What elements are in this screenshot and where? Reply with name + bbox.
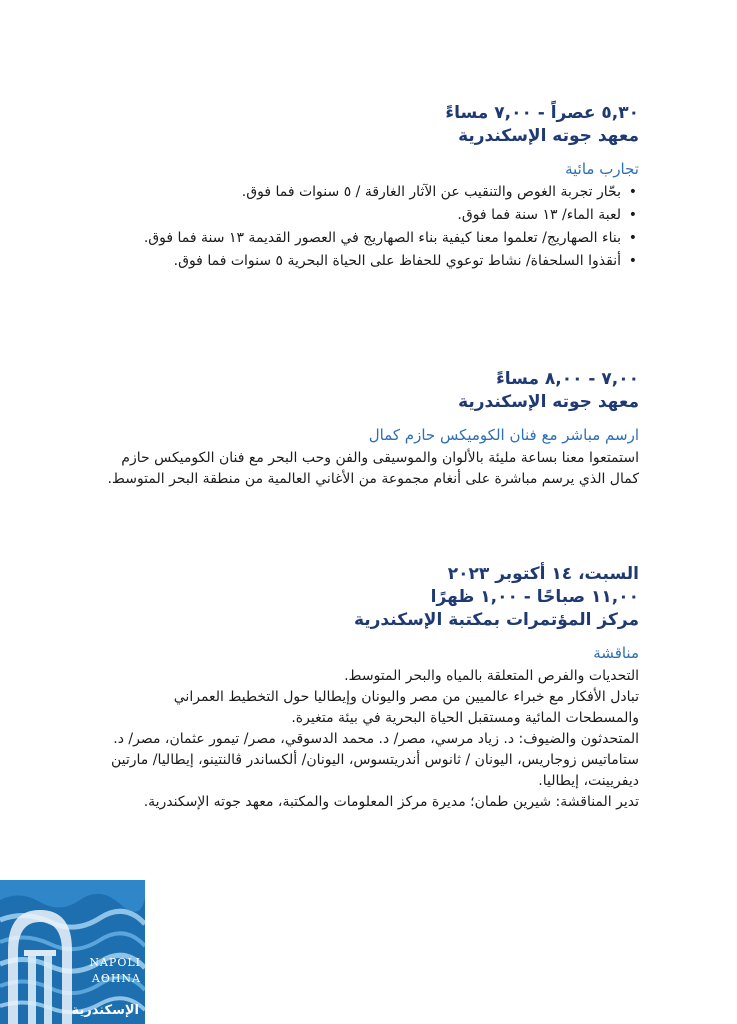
session-venue: معهد جوته الإسكندرية	[458, 126, 639, 146]
activity-list	[99, 182, 639, 272]
session-venue: مركز المؤتمرات بمكتبة الإسكندرية	[353, 610, 639, 630]
festival-logo	[0, 880, 145, 1024]
logo-text-alexandria: الإسكندرية	[71, 1003, 139, 1018]
session-subtitle: تجارب مائية	[565, 160, 639, 178]
session-subtitle: ارسم مباشر مع فنان الكوميكس حازم كمال	[368, 426, 639, 444]
list-item: • أنقذوا السلحفاة/ نشاط توعوي للحفاظ على الحياة البحرية ٥ سنوات فما فوق.	[99, 251, 621, 272]
discussion-moderator: تدير المناقشة: شيرين طمان؛ مديرة مركز المعلومات والمكتبة، معهد جوته الإسكندرية.	[143, 794, 639, 810]
discussion-description: تبادل الأفكار مع خبراء عالميين من مصر واليونان وإيطاليا حول التخطيط العمراني والمسطحات المائية ومستقبل الحياة البحرية في بيئة متغيرة.	[173, 689, 639, 726]
session-time: ١١,٠٠ صباحًا - ١,٠٠ ظهرًا	[430, 587, 639, 607]
discussion-speakers: المتحدثون والضيوف: د. زياد مرسي، مصر/ د. محمد الدسوقي، مصر/ تيمور عثمان، مصر/ د. ستاماتيس زوجاريس، اليونان / ثانوس أندريتسوس، اليونان/ ألكساندر ڤالنتينو، إيطاليا/ مارتين ديفريينت، إيطاليا.	[110, 731, 639, 789]
session-live-drawing	[99, 368, 639, 490]
session-subtitle: مناقشة	[593, 644, 639, 662]
list-item: • لعبة الماء/ ١٣ سنة فما فوق.	[99, 205, 621, 226]
discussion-topic: التحديات والفرص المتعلقة بالمياه والبحر المتوسط.	[344, 668, 639, 684]
list-item: • بحّار تجربة الغوص والتنقيب عن الآثار الغارقة / ٥ سنوات فما فوق.	[99, 182, 621, 203]
logo-text-athina: ΑΘΗΝΑ	[91, 972, 141, 985]
session-discussion	[99, 563, 639, 813]
session-date: السبت، ١٤ أكتوبر ٢٠٢٣	[447, 564, 639, 584]
session-venue: معهد جوته الإسكندرية	[458, 392, 639, 412]
session-description: استمتعوا معنا بساعة مليئة بالألوان والموسيقى والفن وحب البحر مع فنان الكوميكس حازم كمال الذي يرسم مباشرة على أنغام مجموعة من الأغاني العالمية من منطقة البحر المتوسط.	[107, 450, 639, 487]
session-water-experiments	[99, 102, 639, 274]
logo-text-napoli: NAPOLI	[89, 956, 141, 969]
session-time: ٧,٠٠ - ٨,٠٠ مساءً	[496, 369, 639, 389]
list-item: • بناء الصهاريج/ تعلموا معنا كيفية بناء الصهاريج في العصور القديمة ١٣ سنة فما فوق.	[99, 228, 621, 249]
session-time: ٥,٣٠ عصراً - ٧,٠٠ مساءً	[445, 103, 639, 123]
